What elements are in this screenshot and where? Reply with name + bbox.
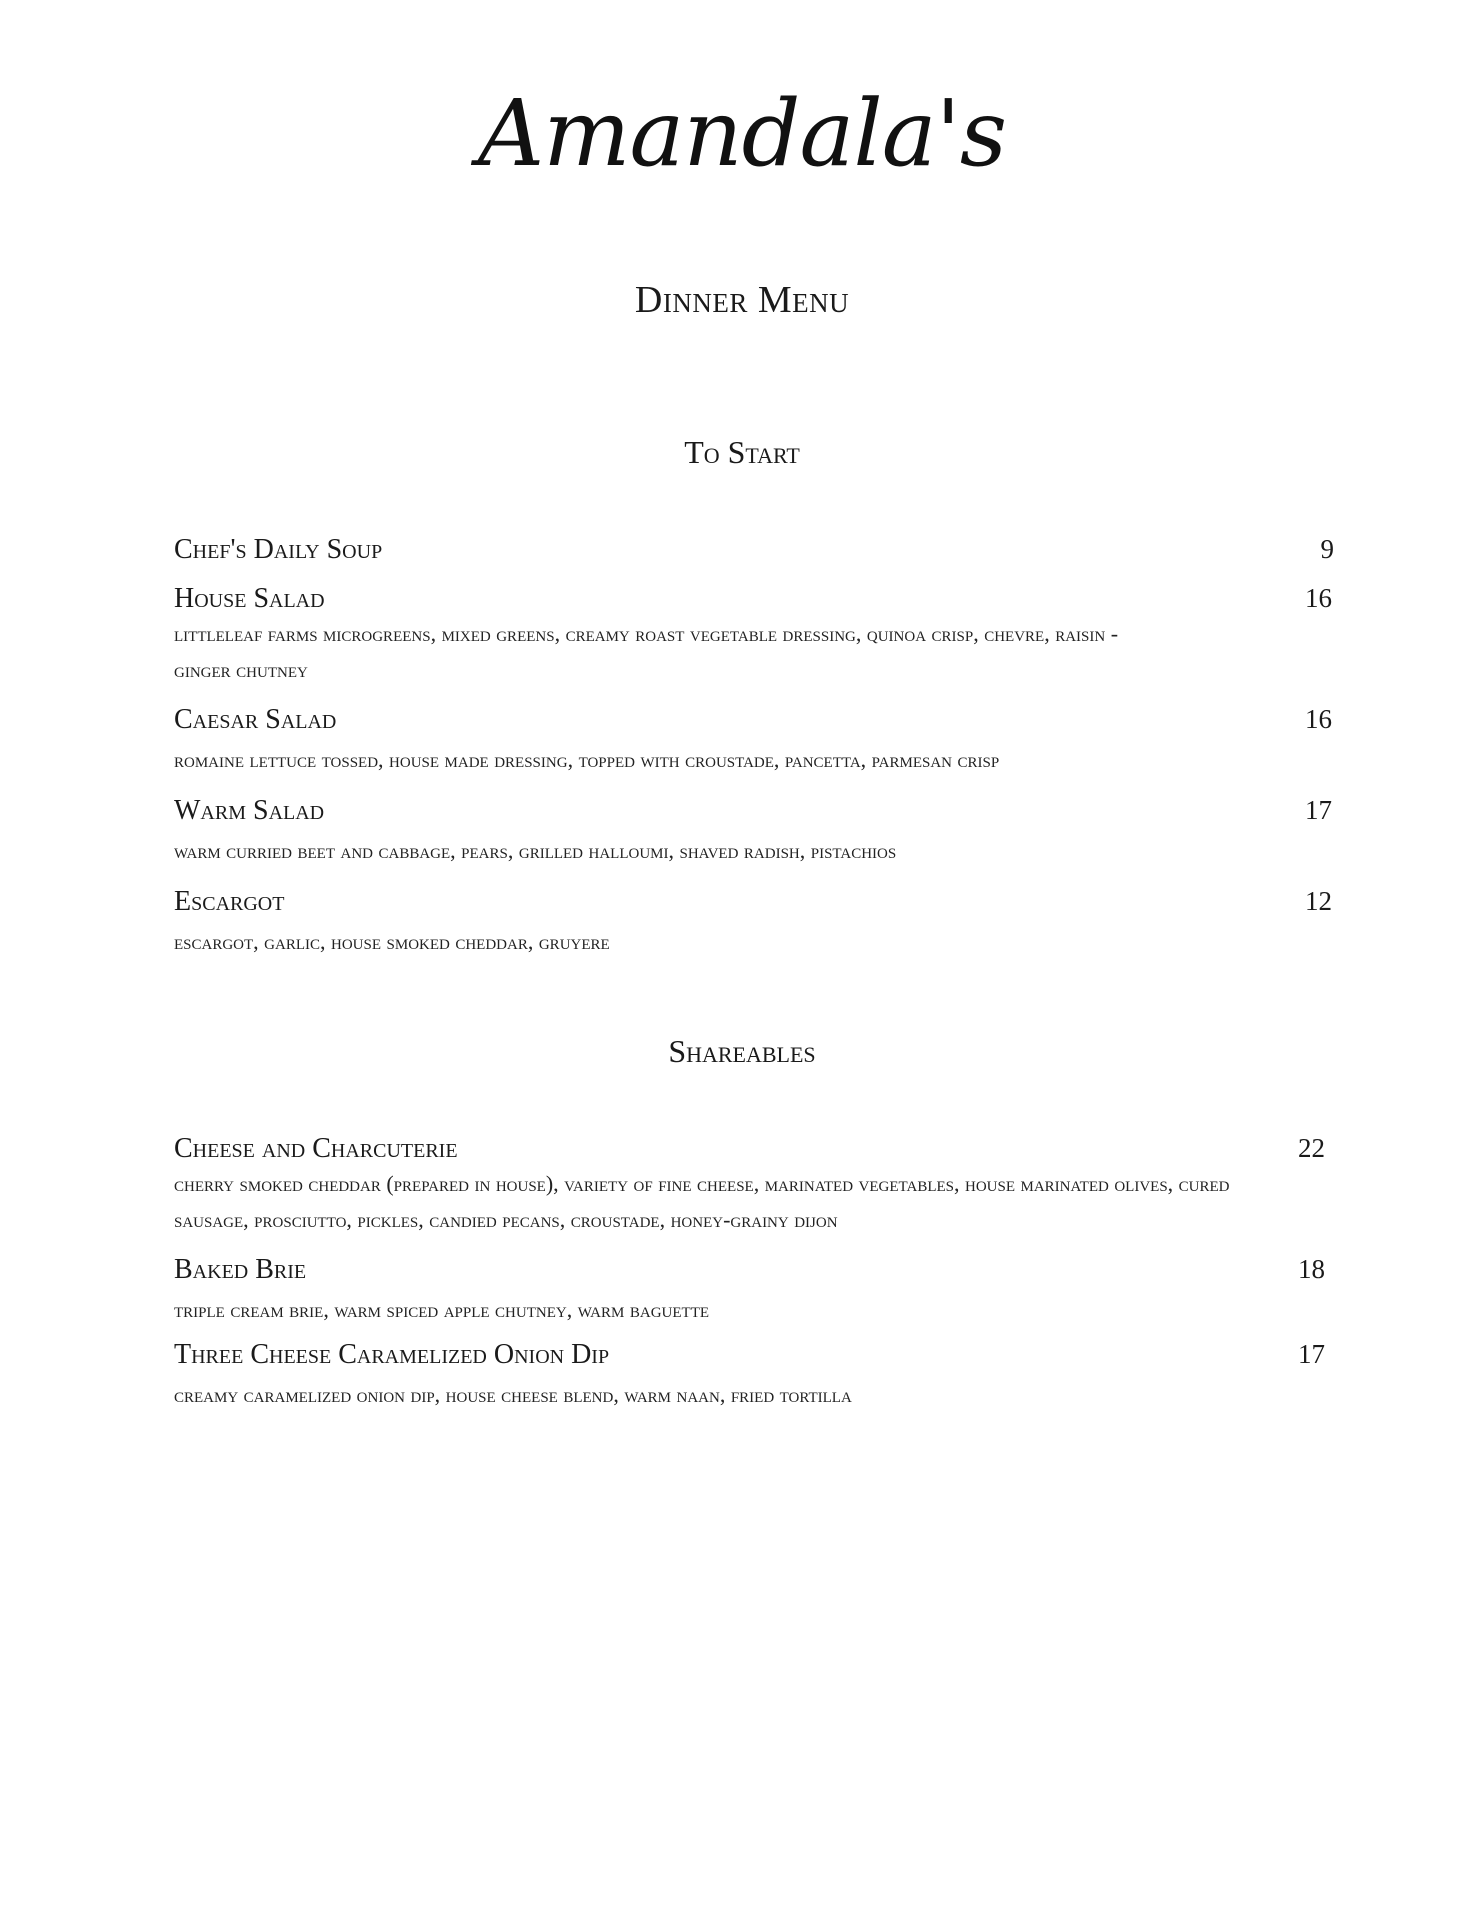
item-price-three-cheese-caramelized-onion-dip: 17: [1298, 1339, 1325, 1369]
item-price-baked-brie: 18: [1298, 1254, 1325, 1284]
item-description-baked-brie: triple cream brie, warm spiced apple chutney, warm baguette: [174, 1297, 710, 1322]
item-name-chefs-daily-soup: Chef's Daily Soup: [174, 534, 383, 565]
item-price-caesar-salad: 16: [1305, 704, 1332, 734]
item-price-house-salad: 16: [1305, 583, 1332, 613]
restaurant-logo: Amandala's: [477, 80, 1007, 187]
item-description-escargot: escargot, garlic, house smoked cheddar, gruyere: [174, 929, 610, 954]
item-description-house-salad: littleleaf farms microgreens, mixed greens, creamy roast vegetable dressing, quinoa crisp, chevre, raisin - ginger chutney: [174, 621, 1119, 682]
item-name-baked-brie: Baked Brie: [174, 1254, 307, 1285]
item-name-cheese-and-charcuterie: Cheese and Charcuterie: [174, 1133, 458, 1164]
item-name-house-salad: House Salad: [174, 583, 325, 614]
item-name-three-cheese-caramelized-onion-dip: Three Cheese Caramelized Onion Dip: [174, 1339, 610, 1370]
item-description-caesar-salad: romaine lettuce tossed, house made dressing, topped with croustade, pancetta, parmesan crisp: [174, 747, 1000, 772]
item-name-caesar-salad: Caesar Salad: [174, 704, 337, 735]
item-name-warm-salad: Warm Salad: [174, 795, 325, 826]
item-price-chefs-daily-soup: 9: [1320, 534, 1334, 564]
item-price-cheese-and-charcuterie: 22: [1298, 1133, 1325, 1163]
item-price-warm-salad: 17: [1305, 795, 1332, 825]
item-name-escargot: Escargot: [174, 886, 285, 917]
section-title-to-start: To Start: [684, 434, 800, 470]
menu-title: Dinner Menu: [634, 279, 850, 321]
item-price-escargot: 12: [1305, 886, 1332, 916]
item-description-warm-salad: warm curried beet and cabbage, pears, grilled halloumi, shaved radish, pistachios: [174, 838, 897, 863]
item-description-cheese-and-charcuterie: cherry smoked cheddar (prepared in house), variety of fine cheese, marinated vegetables, house marinated olives, cured sausage, prosciutto, pickles, candied pecans, croustade, honey-grainy dijon: [174, 1171, 1230, 1232]
section-title-shareables: Shareables: [668, 1033, 816, 1069]
item-description-three-cheese-caramelized-onion-dip: creamy caramelized onion dip, house cheese blend, warm naan, fried tortilla: [174, 1382, 852, 1407]
